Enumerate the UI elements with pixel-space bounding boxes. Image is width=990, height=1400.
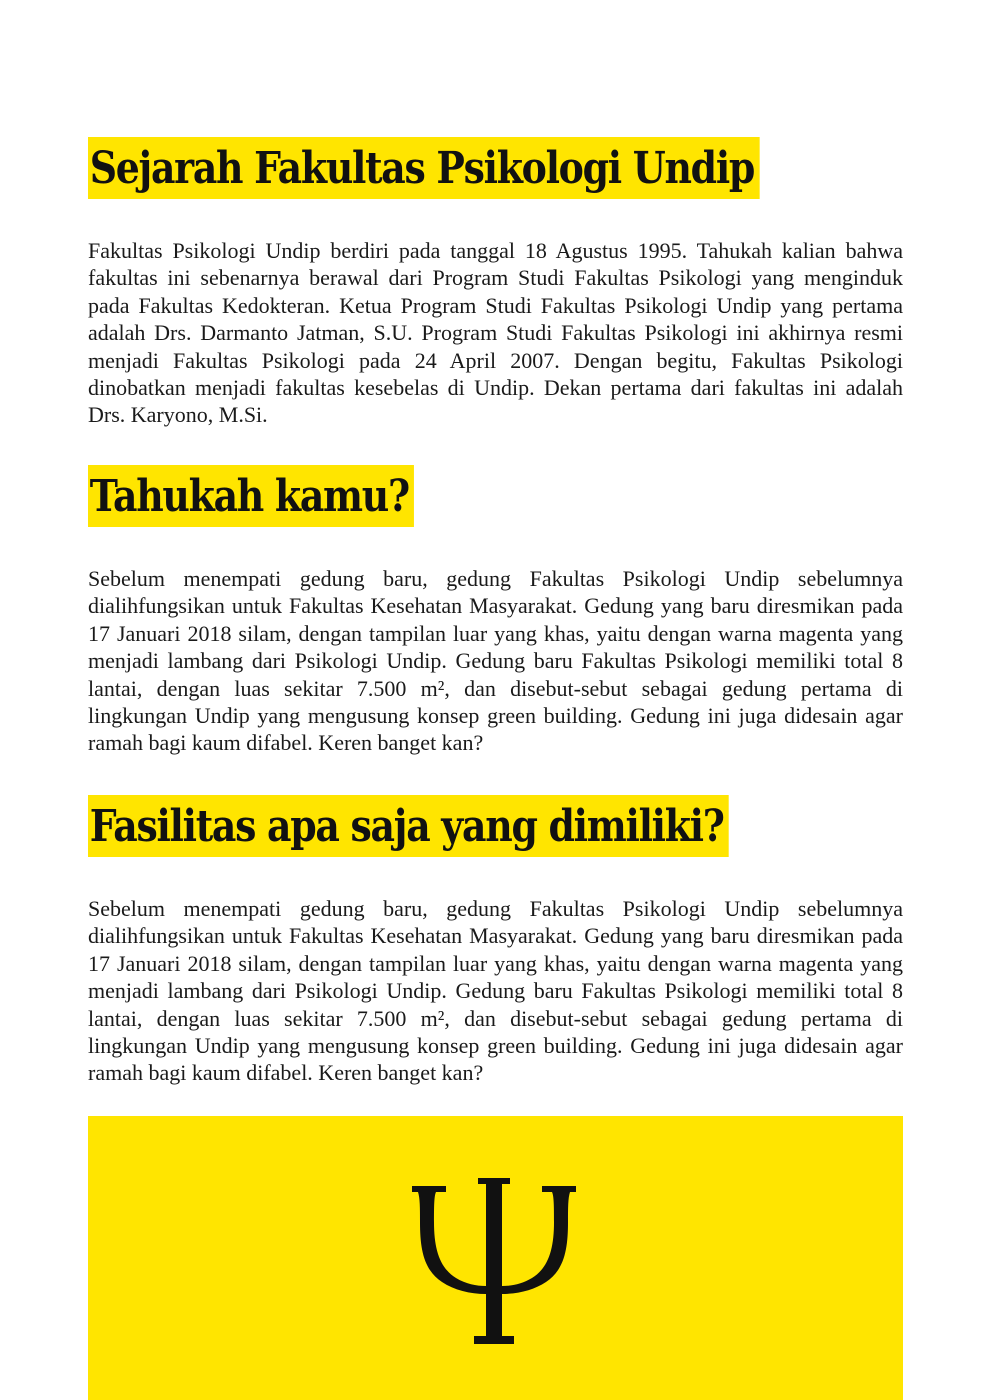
did-you-know-heading-wrap xyxy=(88,436,903,557)
history-heading: Sejarah Fakultas Psikologi Undip xyxy=(88,137,759,199)
history-paragraph: Fakultas Psikologi Undip berdiri pada tanggal 18 Agustus 1995. Tahukah kalian bahwa fakultas ini sebenarnya berawal dari Program Studi Fakultas Psikologi yang menginduk pada Fakultas Kedokteran. Ketua Program Studi Fakultas Psikologi Undip yang pertama adalah Drs. Darmanto Jatman, S.U. Program Studi Fakultas Psikologi ini akhirnya resmi menjadi Fakultas Psikologi pada 24 April 2007. Dengan begitu, Fakultas Psikologi dinobatkan menjadi fakultas kesebelas di Undip. Dekan pertama dari fakultas ini adalah Drs. Karyono, M.Si. xyxy=(88,237,903,428)
facilities-heading-wrap xyxy=(88,766,903,887)
psi-right-arm xyxy=(502,1186,576,1294)
did-you-know-heading: Tahukah kamu? xyxy=(88,465,414,527)
facilities-heading: Fasilitas apa saja yang dimiliki? xyxy=(88,795,729,857)
did-you-know-section xyxy=(88,436,903,757)
facilities-paragraph: Sebelum menempati gedung baru, gedung Fakultas Psikologi Undip sebelumnya dialihfungsikan untuk Fakultas Kesehatan Masyarakat. Gedung yang baru diresmikan pada 17 Januari 2018 silam, dengan tampilan luar yang khas, yaitu dengan warna magenta yang menjadi lambang dari Psikologi Undip. Gedung baru Fakultas Psikologi memiliki total 8 lantai, dengan luas sekitar 7.500 m², dan disebut-sebut sebagai gedung pertama di lingkungan Undip yang mengusung konsep green building. Gedung ini juga didesain agar ramah bagi kaum difabel. Keren banget kan? xyxy=(88,895,903,1086)
psi-top-serif xyxy=(478,1178,510,1184)
psi-icon xyxy=(406,1178,582,1350)
facilities-section xyxy=(88,766,903,1087)
psi-stem xyxy=(474,1178,514,1344)
psi-left-arm xyxy=(412,1186,486,1294)
footer-banner xyxy=(88,1116,903,1400)
history-section xyxy=(88,108,903,429)
did-you-know-paragraph: Sebelum menempati gedung baru, gedung Fakultas Psikologi Undip sebelumnya dialihfungsikan untuk Fakultas Kesehatan Masyarakat. Gedung yang baru diresmikan pada 17 Januari 2018 silam, dengan tampilan luar yang khas, yaitu dengan warna magenta yang menjadi lambang dari Psikologi Undip. Gedung baru Fakultas Psikologi memiliki total 8 lantai, dengan luas sekitar 7.500 m², dan disebut-sebut sebagai gedung pertama di lingkungan Undip yang mengusung konsep green building. Gedung ini juga didesain agar ramah bagi kaum difabel. Keren banget kan? xyxy=(88,565,903,756)
history-heading-wrap xyxy=(88,108,903,229)
